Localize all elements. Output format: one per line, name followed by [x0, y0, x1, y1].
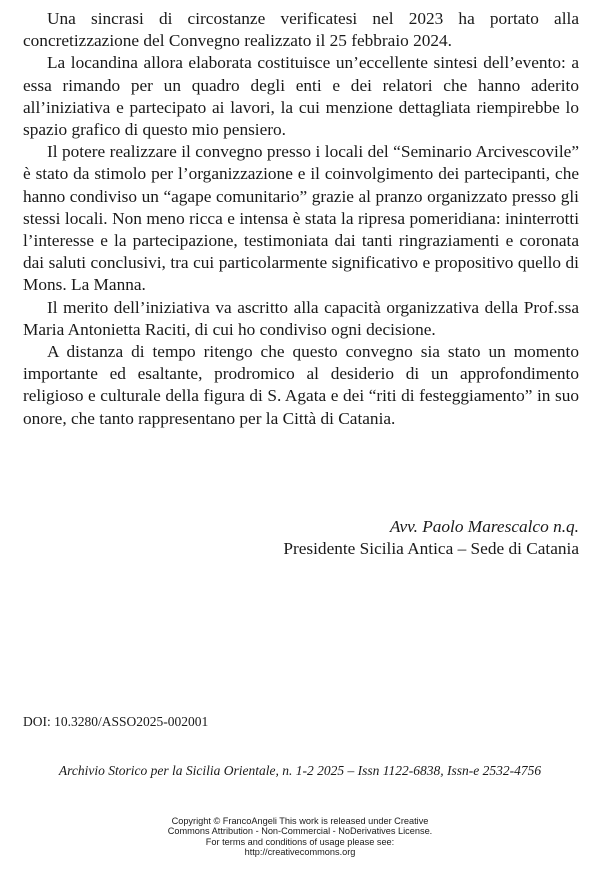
signature-role: Presidente Sicilia Antica – Sede di Catania [283, 539, 579, 558]
paragraph: Il merito dell’iniziativa va ascritto alla capacità organizzativa della Prof.ssa Maria Antonietta Raciti, di cui ho condiviso ogni decisione. [23, 297, 579, 339]
signature-name: Avv. Paolo Marescalco n.q. [389, 517, 579, 536]
license-line: Commons Attribution - Non-Commercial - NoDerivatives License. [167, 826, 433, 837]
paragraph: A distanza di tempo ritengo che questo convegno sia stato un momento importante ed esaltante, prodromico al desiderio di un approfondimento religioso e culturale della figura di S. Agata e dei “riti di festeggiamento” in suo onore, che tanto rappresentano per la Città di Catania. [23, 342, 579, 428]
paragraph: La locandina allora elaborata costituisce un’eccellente sintesi dell’evento: a essa rimando per un quadro degli enti e dei relatori che hanno aderito all’iniziativa e partecipato ai lavori, la cui menzione dettagliata riempirebbe lo spazio grafico di questo mio pensiero. [23, 53, 579, 140]
license-notice [0, 816, 600, 858]
signature-block [283, 516, 579, 560]
paragraph: Una sincrasi di circostanze verificatesi nel 2023 ha portato alla concretizzazione del Convegno realizzato il 25 febbraio 2024. [23, 9, 579, 51]
journal-citation: Archivio Storico per la Sicilia Orientale, n. 1-2 2025 – Issn 1122-6838, Issn-e 2532-4756 [58, 763, 542, 778]
license-link[interactable]: http://creativecommons.org [244, 847, 356, 858]
license-line: For terms and conditions of usage please see: [205, 836, 395, 847]
doi-text: DOI: 10.3280/ASSO2025-002001 [23, 714, 209, 729]
paragraph: Il potere realizzare il convegno presso i locali del “Seminario Arcivescovile” è stato da stimolo per l’organizzazione e il coinvolgimento dei partecipanti, che hanno condiviso un “agape comunitario” grazie al pranzo organizzato presso gli stessi locali. Non meno ricca e intensa è stata la ripresa pomeridiana: ininterrotti l’interesse e la partecipazione, testimoniata dai tanti ringraziamenti e coronata dai saluti conclusivi, tra cui particolarmente significativo e propositivo quello di Mons. La Manna. [23, 142, 579, 295]
body-text [23, 8, 579, 430]
license-line: Copyright © FrancoAngeli This work is released under Creative [171, 816, 429, 826]
